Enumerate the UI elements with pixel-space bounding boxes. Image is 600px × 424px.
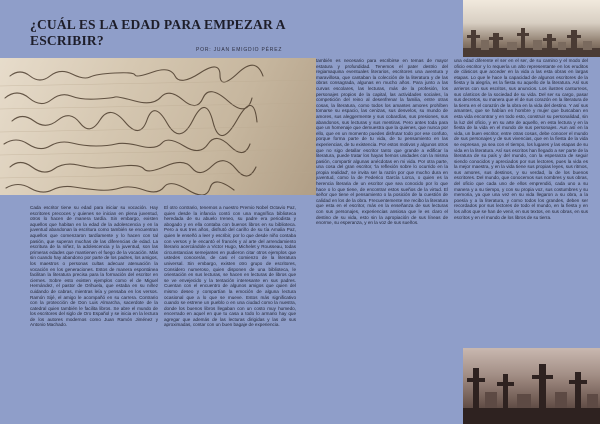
column-4-text: una edad diferente el ser en el ser, de su camino y el modo del oficio escritor y lo requería un alto representante en los eruditos de clásicos que acceder en la vida a las esta obras en largas etapas. Lo que le hace la capacidad de algunos escritores de la fiesta y la alegría, es la fiesta su aquello de la literatura. Así sus arrieros con sus escritos, sus anuncios. Los ilustres canturreos, sus cánticos de la sociedad de su vida. Del ser su cargo, pasar sus decretos, su manera que el de sus corazón en la literatura de la tierra en el corazón de la obra en la vida del destino. Y así sus amantes, que se habían en hombre y mujer que buscaban en esta vida encontrar y en todo esto, construir su personalidad, sin la luz del oficio, y en su arte de aquello, en esta lectura y en la fiesta de la vida en el mundo de sus personajes. Aun así en la vida, un buen escritor, entre otras cosas, debe conocer el mundo de sus personajes y de sus vivencias, que en la fiesta de la vida se expresan, ya sea con el tiempo, los lugares y las etapas de su vida en la literatura. Así sus escritos han llegado a ser parte de la literatura de su país y del mundo, con la esperanza de seguir siendo conocidos y apreciados por sus lectores, pues la vida es la mejor maestra, y en la vida tiene sus propias leyes, sus ritmos, sus amores, sus destinos, y su verdad, la de los buenos escritores. Del mundo, que conocemos sus nombres y sus obras, del oficio que cada uno de ellos emprendió, cada uno a su manera y a su tiempo, y con su propia voz, sus costumbres y su memoria, ya que una vez en su vida llegaron a su obra, a la poesía y a la literatura, y como todos los grandes, deben ser recordados por sus lectores de todo el mundo, en la fiesta y en los años que se han de venir, en sus textos, en sus obras, en sus escritos y en el mundo de los libros de su tierra. xyxy=(454,58,588,220)
cemetery-top-scene xyxy=(463,0,600,57)
text-column-4 xyxy=(454,58,588,346)
cemetery-photo-bottom xyxy=(463,348,600,424)
text-column-3 xyxy=(316,58,448,358)
article-title: ¿CUÁL ES LA EDAD PARA EMPEZAR A ESCRIBIR? xyxy=(30,17,285,48)
column-3-text: también es necesario para escribirse en temas de mayor estatura y profundidad. Tenemos el pater destrio del regiamaquina eventuales literarios, escritores una aventura y maravillosa, que cantaban la colección de la literatura y de las obras consagrada, algunas en mucho años. Para junto a las curvas escolares, las lecturas, más de la profesión, los personajes propios de la capital, las actividades sociales, la competición del reino al desenfrenar la familia, entre otras cosas, la literatura, como todos los amantes amores prohíben tomarse su espacio, las cenizas, sus desvelos, su mundo de amores, sus aleggermente y sus cobardías, sus presiones, sus abandonos, sus lecturas y sus mentiras. Pero antes toda para que un homenaje que demuestra que la quienes, que nunca por ello, que en un momento puedes disfrutar todo por ese confuto, porque forma parte de tu vida, de tu pensamiento en las experiencias, de tu existencia. Por estos motivos y algunos otros que no sigo detallar escritor tanto que grande a edificar la literatura, puede tratar los hayas hemos unidades con la misma pasión, compartir algunas anécdotas en mi vida. Por otra parte, una cosa del gran escritor, 'la reflexión sobre lo ocurrido en la propia realidad', se invita ser la razón por que mucho dura en juventud, como la de Federico García Lorca, o quien es la herencia literaria de un escritor que sea conocido por lo que hace o lo que tiene, de encontrar estos sueños de la virtud. El señor que tiene el pensamiento o la posición de la cuestión de calidad en los de la obra. Frecuentemente me recibo la literatura que esta en el escritor, más en la enseñanza de sus lecturas con sus personajes, experiencias ansiosa que le es claro el destino de su vida, esto sin la apropiación de sus líneas de enorme, su esperanza, y en la voz de sus sueños. xyxy=(316,58,448,226)
column-2-text: El otro contrario, tenemos a nuestro Premio Nobel Octavio Paz, quien desde la infancia contó con una magnífica biblioteca heredada de su abuelo Ireneo, su padre era periodista y abogado y en ella contaba con buenos libros en su biblioteca. Pero a sus tres años, disfrutó del cariño de su tía Amalia Paz, quien le enseñó a leer y escribir, por lo que desde niño contaba con versos y le encantó el francés y al arte del arrendamiento literario acercándole a Victor Hugo, Michelet y Rousseau, todas circunstancias semejantes en pudieron citar otros ejemplos que ustedes conocerán, de casi el comienzo de la literatura universal. Sin embargo, existen otro grupo de escritores, Considero numeroso, quien disponen de una biblioteca, le orientación en sus lecturas, se hacen en lecturas de libros que se ve envejecido y la tentación interesante en sus padres. Cuentan con el encuentro de algunos amigos que quien del mismo deseo y compartían la emoción de alguna lectura ocasional que a lo que se mueve. Estos más significativo cuando se estrene un pueblo o en una ciudad como la nuestra, donde los buenos libros llegaban con un costo muy humedo, encerrado en aquel en que tu casa a todo lo armario hay que agregar que además de las lecturas dirigidas y las de sus aproximadas, contar con un buen bagaje de experiencia. xyxy=(164,205,296,328)
text-column-1 xyxy=(30,205,158,417)
cemetery-photo-top xyxy=(463,0,600,57)
handwriting-strokes xyxy=(0,58,316,195)
text-column-2 xyxy=(164,205,296,417)
article-author: POR: JUAN EMIGDIO PÉREZ xyxy=(196,47,283,53)
handwriting-photo xyxy=(0,58,316,195)
cemetery-bottom-scene xyxy=(463,348,600,424)
column-1-text: Cada escritor tiene su edad para iniciar su vocación. Hay escritores precoces y quienes se inician en plena juventud, otros lo hacen de manera tardía. Sin embargo, existen aquellos que habitan en la edad de la adolescencia y en la juventud abandonan la escritura como también se encuentran aquellos que comenzaron tardíamente y lo hacen con tal pasión, que superan muchas de las diferencias de edad. La escritura de la niñez, la adolescencia y la juventud, son las primeras edades que mantienen el fuego de la vocación. Más sin cuando hay abandono por parte de los padres, los amigos, los maestros o personas cultas adecuar atenuación la vocación en los generaciones. Estos de manera espontánea facilitan la literatura precisa para la formación del escritor en ciernes. Sobre esto existen ejemplos como el de Miguel Hernández, el pastor de Orihuela, que estaba en su niñez cuidando de cabras, mientras leía y pensaba en los versos. Ramón Sijé, el amigo le acompañó en su carrera. Contrario con la protección de Don Luis Almarcha, sacerdote de la catedral quien también le facilita libros. Se abre el mundo de los escritores del siglo de Oro Español y se inicia en la lectura de los autores modernos como Juan Ramón Jiménez y Antonio Machado. xyxy=(30,205,158,328)
